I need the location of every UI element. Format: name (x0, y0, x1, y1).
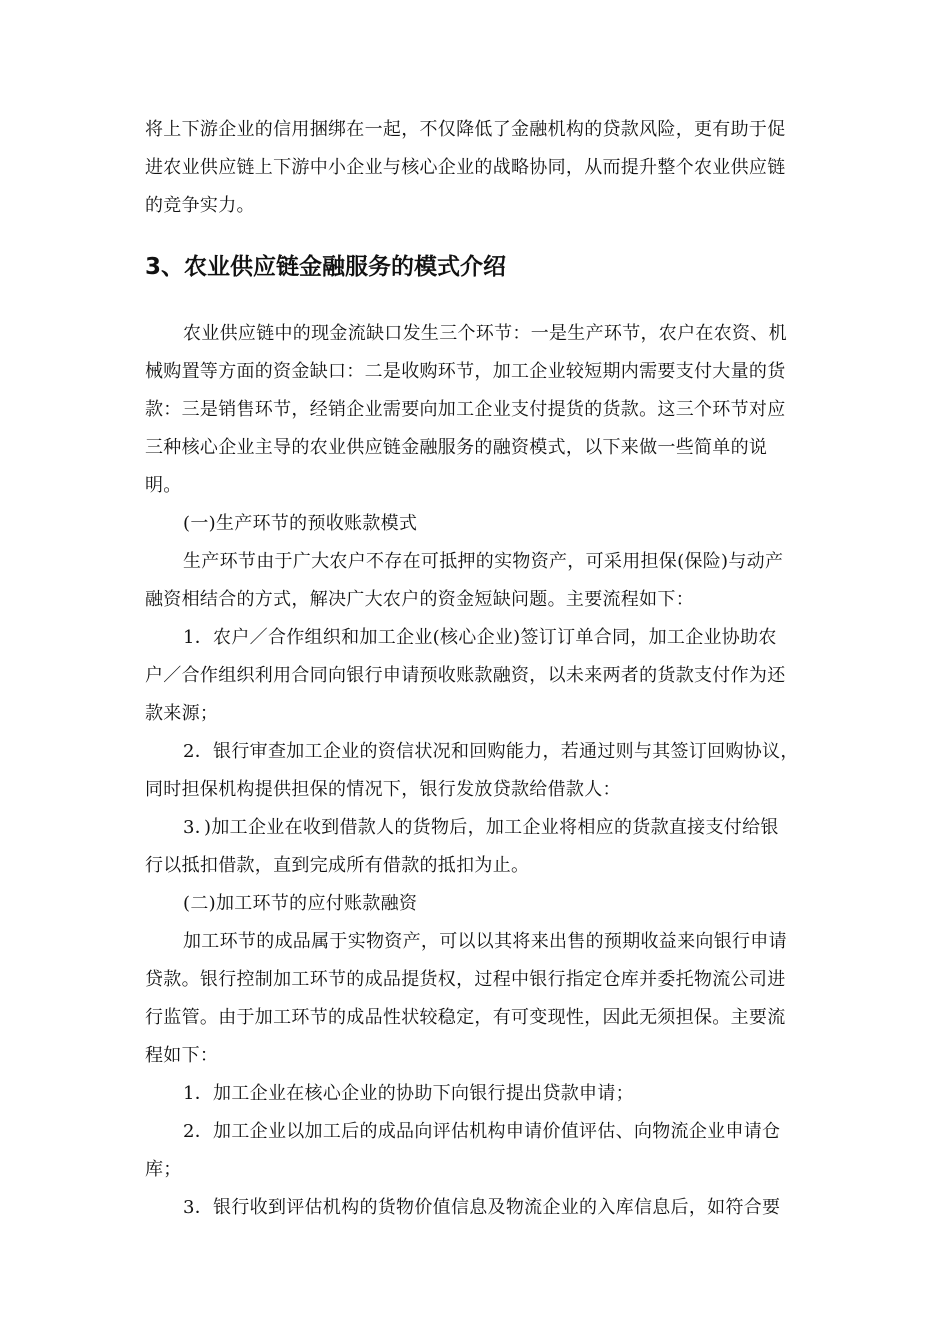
list-item-line: 库； (145, 1159, 182, 1180)
list-item-line: 2．银行审查加工企业的资信状况和回购能力，若通过则与其签订回购协议， (183, 741, 799, 762)
section-heading: 3、农业供应链金融服务的模式介绍 (145, 254, 507, 280)
body-text-line: 明。 (145, 475, 182, 496)
list-item-line: 3．银行收到评估机构的货物价值信息及物流企业的入库信息后，如符合要 (183, 1197, 781, 1218)
list-item-line: 款来源； (145, 703, 219, 724)
body-text-line: 械购置等方面的资金缺口：二是收购环节，加工企业较短期内需要支付大量的货 (145, 361, 786, 382)
body-text-line: 生产环节由于广大农户不存在可抵押的实物资产，可采用担保(保险)与动产 (183, 551, 784, 572)
list-item-line: 1．农户／合作组织和加工企业(核心企业)签订订单合同，加工企业协助农 (183, 627, 777, 648)
list-item-line: 3．)加工企业在收到借款人的货物后，加工企业将相应的货款直接支付给银 (183, 817, 779, 838)
list-item-line: 行以抵扣借款，直到完成所有借款的抵扣为止。 (145, 855, 530, 876)
list-item-line: 同时担保机构提供担保的情况下，银行发放贷款给借款人： (145, 779, 621, 800)
subsection-heading: (二)加工环节的应付账款融资 (183, 893, 418, 914)
body-text-line: 农业供应链中的现金流缺口发生三个环节：一是生产环节，农户在农资、机 (183, 323, 787, 344)
list-item-line: 1．加工企业在核心企业的协助下向银行提出贷款申请； (183, 1083, 634, 1104)
list-item-line: 户／合作组织利用合同向银行申请预收账款融资，以未来两者的货款支付作为还 (145, 665, 786, 686)
body-text-line: 融资相结合的方式，解决广大农户的资金短缺问题。主要流程如下： (145, 589, 694, 610)
subsection-heading: (一)生产环节的预收账款模式 (183, 513, 418, 534)
list-item-line: 2．加工企业以加工后的成品向评估机构申请价值评估、向物流企业申请仓 (183, 1121, 781, 1142)
body-text-line: 加工环节的成品属于实物资产，可以以其将来出售的预期收益来向银行申请 (183, 931, 787, 952)
body-text-line: 的竞争实力。 (145, 195, 255, 216)
body-text-line: 行监管。由于加工环节的成品性状较稳定，有可变现性，因此无须担保。主要流 (145, 1007, 786, 1028)
body-text-line: 贷款。银行控制加工环节的成品提货权，过程中银行指定仓库并委托物流公司进 (145, 969, 786, 990)
body-text-line: 三种核心企业主导的农业供应链金融服务的融资模式，以下来做一些简单的说 (145, 437, 768, 458)
body-text-line: 将上下游企业的信用捆绑在一起，不仅降低了金融机构的贷款风险，更有助于促 (145, 119, 786, 140)
body-text-line: 进农业供应链上下游中小企业与核心企业的战略协同，从而提升整个农业供应链 (145, 157, 786, 178)
body-text-line: 程如下： (145, 1045, 219, 1066)
body-text-line: 款：三是销售环节，经销企业需要向加工企业支付提货的货款。这三个环节对应 (145, 399, 786, 420)
